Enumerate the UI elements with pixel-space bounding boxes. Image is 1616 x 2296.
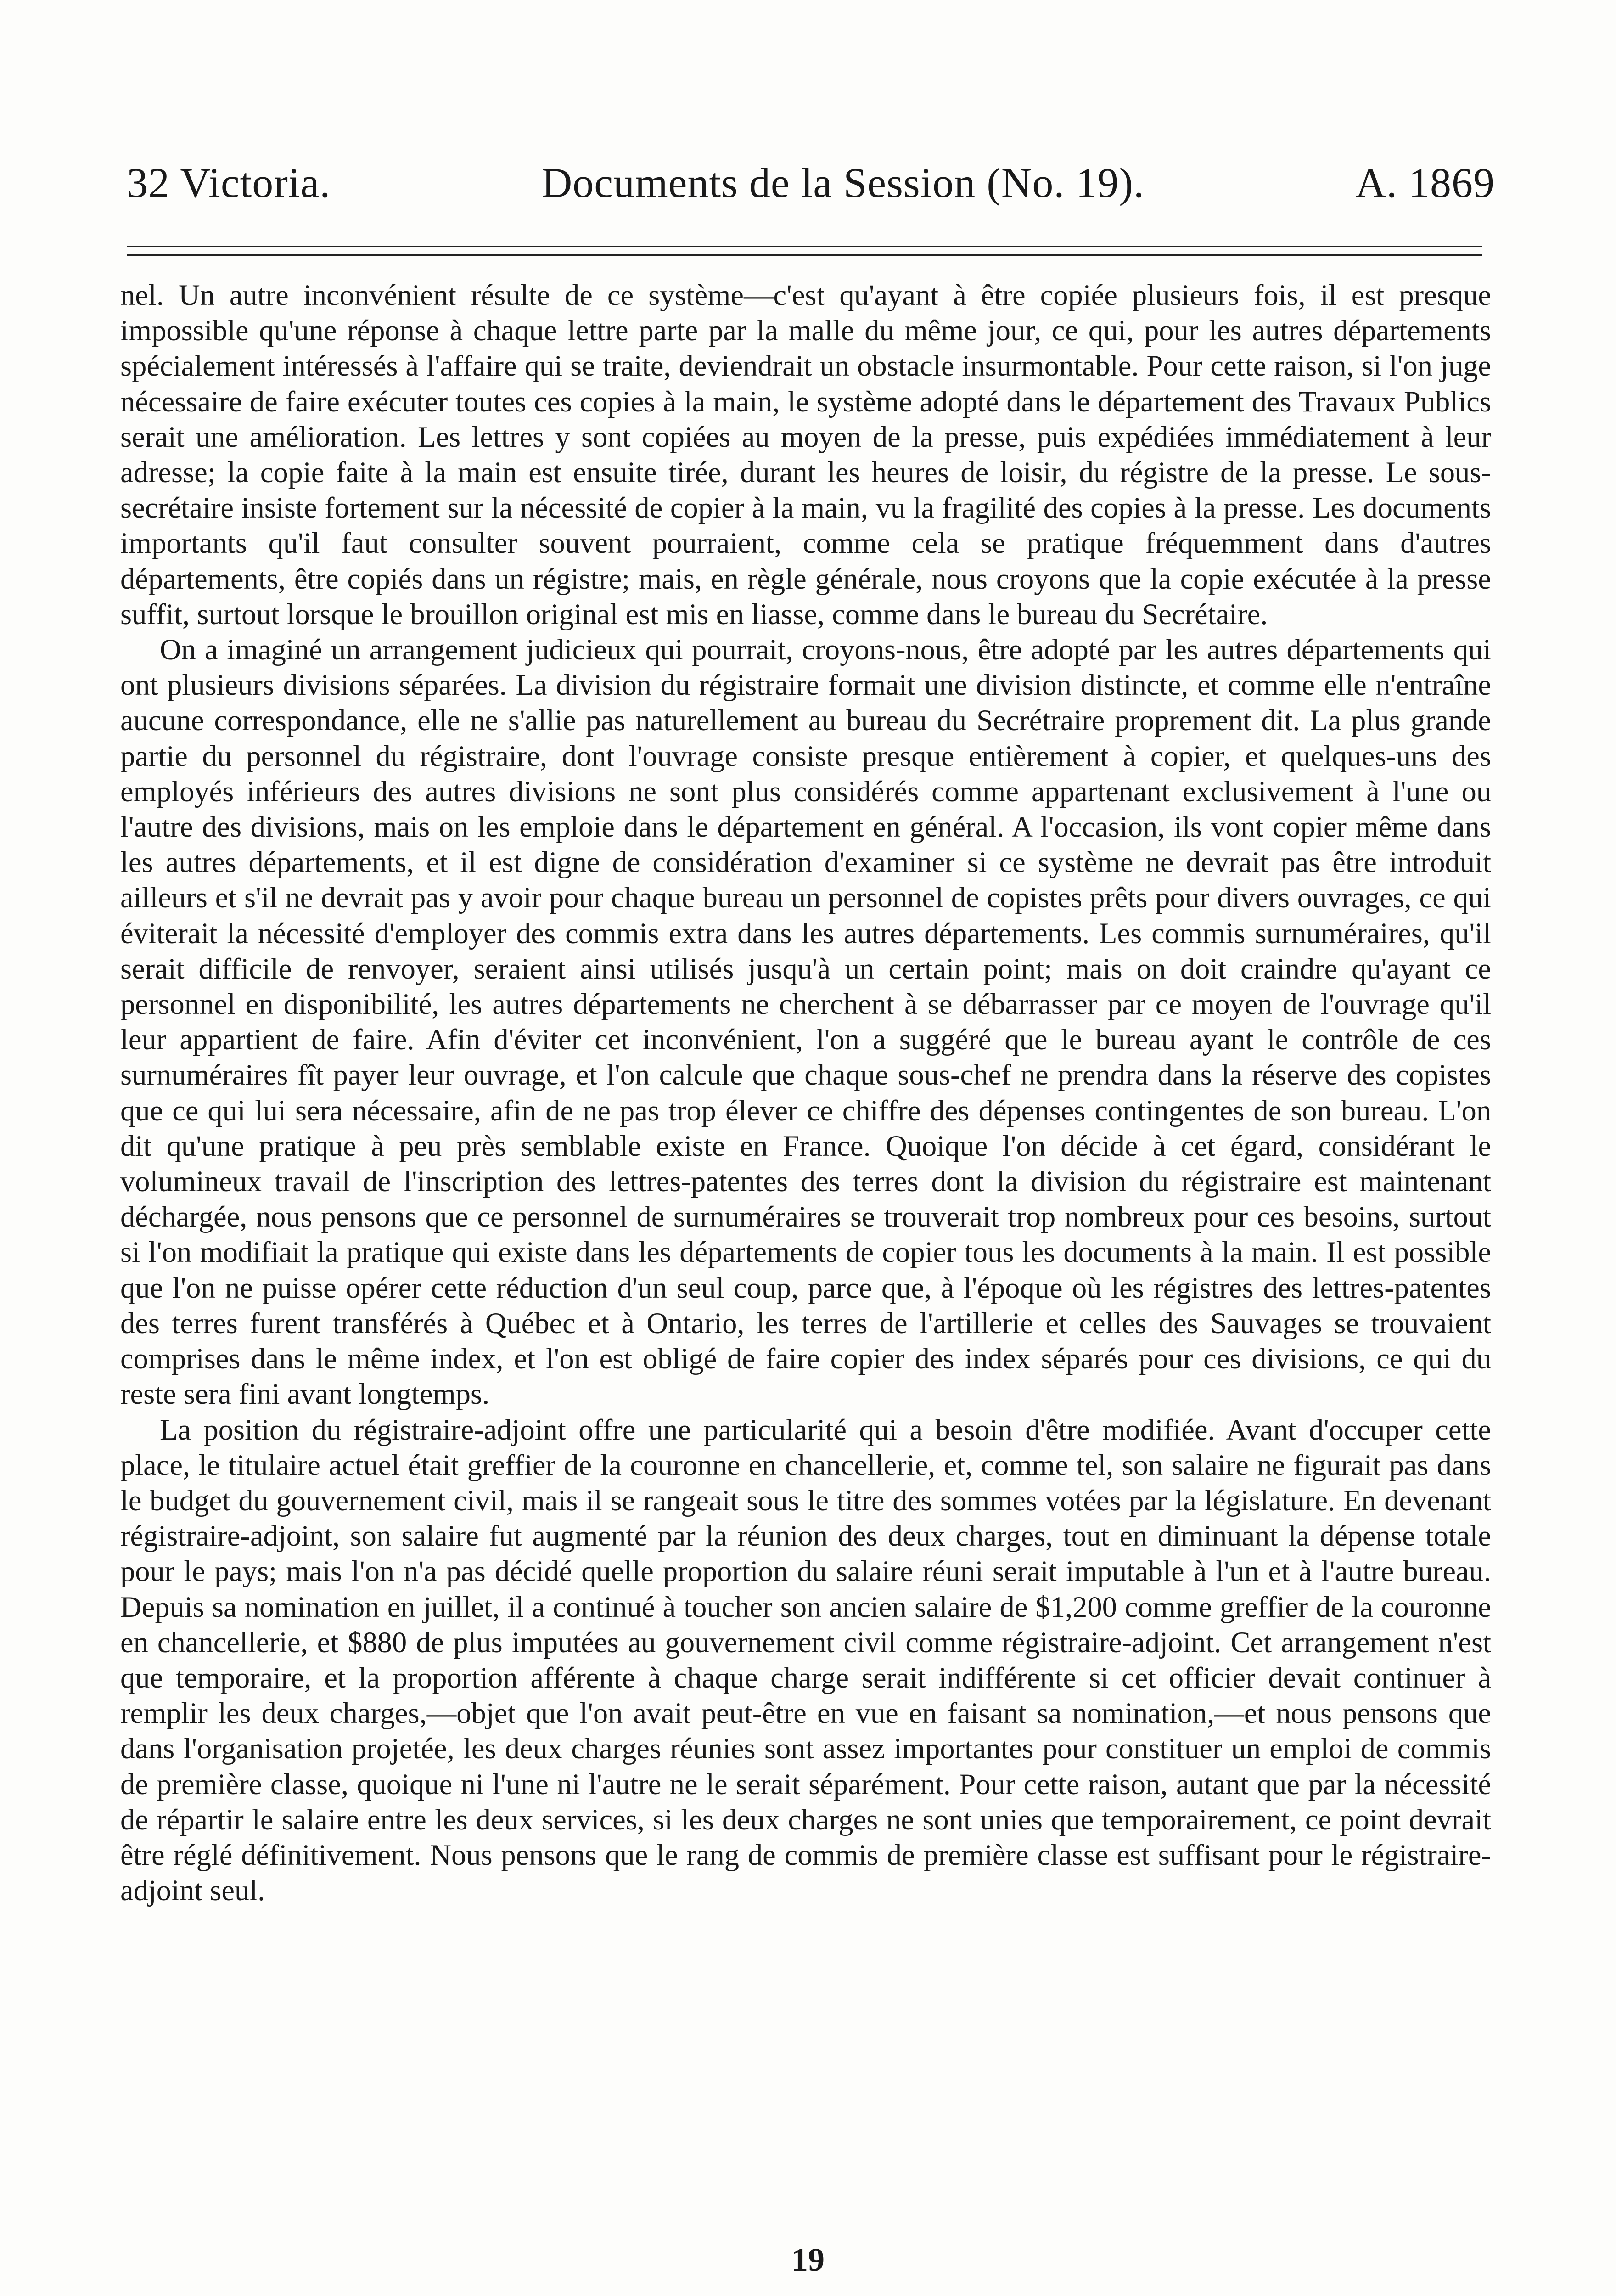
body-text <box>120 277 1491 1908</box>
paragraph-deputy-registrar: La position du régistraire-adjoint offre une particularité qui a besoin d'être modifiée. Avant d'occuper cette place, le titulaire actuel était greffier de la couronne en chancellerie, et, comme tel, son salaire ne figurait pas dans le budget du gouvernement civil, mais il se rangeait sous le titre des sommes votées par la législature. En devenant régistraire-adjoint, son salaire fut augmenté par la réunion des deux charges, tout en diminuant la dépense totale pour le pays; mais l'on n'a pas décidé quelle proportion du salaire réuni serait imputable à l'un et à l'autre bureau. Depuis sa nomination en juillet, il a continué à toucher son ancien salaire de $1,200 comme greffier de la couronne en chancellerie, et $880 de plus imputées au gouvernement civil comme régistraire-adjoint. Cet arrangement n'est que temporaire, et la proportion afférente à chaque charge serait indifférente si cet officier devait continuer à remplir les deux charges,—objet que l'on avait peut-être en vue en faisant sa nomination,—et nous pensons que dans l'organisation projetée, les deux charges réunies sont assez importantes pour constituer un emploi de commis de première classe, quoique ni l'une ni l'autre ne le serait séparément. Pour cette raison, autant que par la nécessité de répartir le salaire entre les deux services, si les deux charges ne sont unies que temporairement, ce point devrait être réglé définitivement. Nous pensons que le rang de commis de première classe est suffisant pour le régistraire-adjoint seul. <box>120 1413 1491 1907</box>
paragraph-continuation: nel. Un autre inconvénient résulte de ce système—c'est qu'ayant à être copiée plusieurs fois, il est presque impossible qu'une réponse à chaque lettre parte par la malle du même jour, ce qui, pour les autres départements spécialement intéressés à l'affaire qui se traite, deviendrait un obstacle insurmontable. Pour cette raison, si l'on juge nécessaire de faire exécuter toutes ces copies à la main, le système adopté dans le département des Travaux Publics serait une amélioration. Les lettres y sont copiées au moyen de la presse, puis expédiées immédiatement à leur adresse; la copie faite à la main est ensuite tirée, durant les heures de loisir, du régistre de la presse. Le sous-secrétaire insiste fortement sur la nécessité de copier à la main, vu la fragilité des copies à la presse. Les documents importants qu'il faut consulter souvent pourraient, comme cela se pratique fréquemment dans d'autres départements, être copiés dans un régistre; mais, en règle générale, nous croyons que la copie exécutée à la presse suffit, surtout lorsque le brouillon original est mis en liasse, comme dans le bureau du Secrétaire. <box>120 279 1491 630</box>
header-regnal-year: 32 Victoria. <box>127 159 331 206</box>
running-header <box>127 158 1495 209</box>
page-number: 19 <box>791 2241 825 2278</box>
header-document-title: Documents de la Session (No. 19). <box>541 159 1145 206</box>
header-year: A. 1869 <box>1355 159 1495 206</box>
header-double-rule <box>127 246 1482 256</box>
paragraph-copyists-arrangement: On a imaginé un arrangement judicieux qui pourrait, croyons-nous, être adopté par les autres départements qui ont plusieurs divisions séparées. La division du régistraire formait une division distincte, et comme elle n'entraîne aucune correspondance, elle ne s'allie pas naturellement au bureau du Secrétraire proprement dit. La plus grande partie du personnel du régistraire, dont l'ouvrage consiste presque entièrement à copier, et quelques-uns des employés inférieurs des autres divisions ne sont plus considérés comme appartenant exclusivement à l'une ou l'autre des divisions, mais on les emploie dans le département en général. A l'occasion, ils vont copier même dans les autres départements, et il est digne de considération d'examiner si ce système ne devrait pas être introduit ailleurs et s'il ne devrait pas y avoir pour chaque bureau un personnel de copistes prêts pour divers ouvrages, ce qui éviterait la nécessité d'employer des commis extra dans les autres départements. Les commis surnuméraires, qu'il serait difficile de renvoyer, seraient ainsi utilisés jusqu'à un certain point; mais on doit craindre qu'ayant ce personnel en disponibilité, les autres départements ne cherchent à se débarrasser par ce moyen de l'ouvrage qu'il leur appartient de faire. Afin d'éviter cet inconvénient, l'on a suggéré que le bureau ayant le contrôle de ces surnuméraires fît payer leur ouvrage, et l'on calcule que chaque sous-chef ne prendra dans la réserve des copistes que ce qui lui sera nécessaire, afin de ne pas trop élever ce chiffre des dépenses contingentes de son bureau. L'on dit qu'une pratique à peu près semblable existe en France. Quoique l'on décide à cet égard, considérant le volumineux travail de l'inscription des lettres-patentes des terres dont la division du régistraire est maintenant déchargée, nous pensons que ce personnel de surnuméraires se trouverait trop nombreux pour ces besoins, surtout si l'on modifiait la pratique qui existe dans les départements de copier tous les documents à la main. Il est possible que l'on ne puisse opérer cette réduction d'un seul coup, parce que, à l'époque où les régistres des lettres-patentes des terres furent transférés à Québec et à Ontario, les terres de l'artillerie et celles des Sauvages se trouvaient comprises dans le même index, et l'on est obligé de faire copier des index séparés pour ces divisions, ce qui du reste sera fini avant longtemps. <box>120 633 1491 1411</box>
